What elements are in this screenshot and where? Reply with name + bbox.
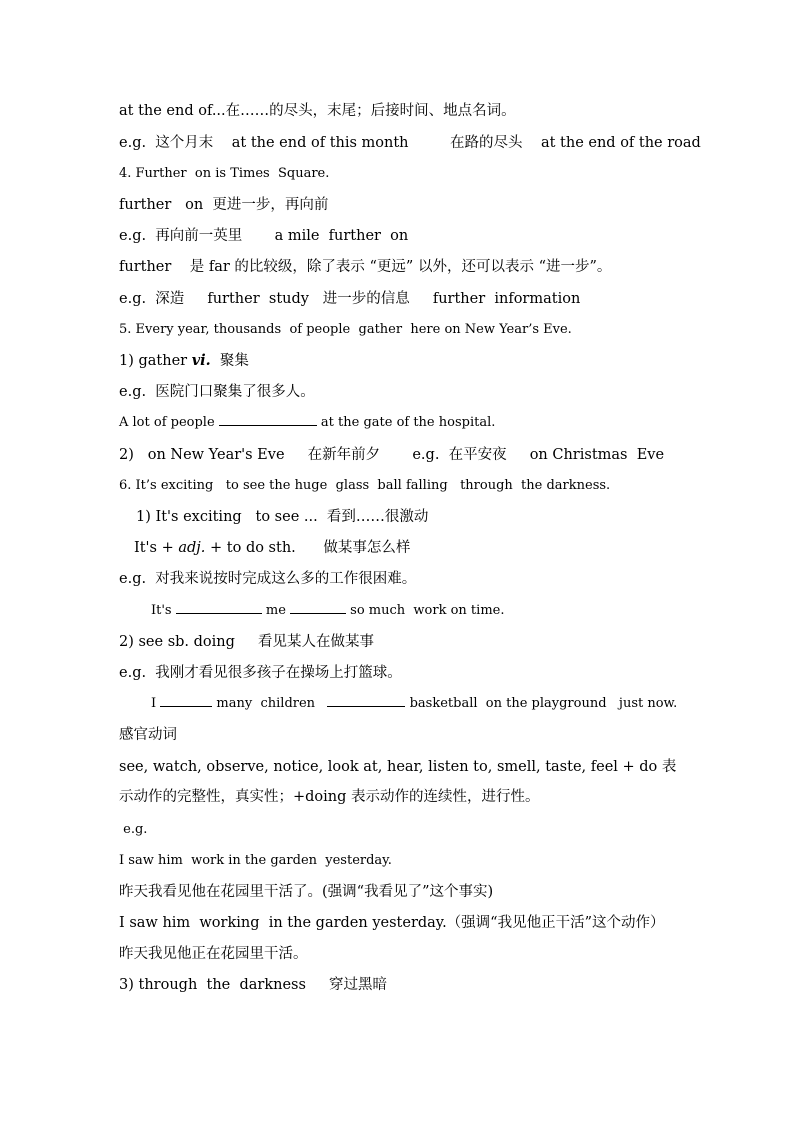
text-span: at the gate of the hospital. bbox=[316, 415, 496, 430]
text-line: 昨天我看见他在花园里干活了。(强调“我看见了”这个事实) bbox=[119, 884, 494, 900]
section-heading: 5. Every year, thousands of people gather here on New Year’s Eve. bbox=[119, 322, 572, 337]
text-span: 聚集 bbox=[210, 353, 249, 369]
text-span: + to do sth. 做某事怎么样 bbox=[205, 540, 411, 556]
exercise-line bbox=[151, 694, 711, 714]
text-paragraph: see, watch, observe, notice, look at, hear, listen to, smell, taste, feel + do 表示动作的完整性，真实性；+doing 表示动作的连续性，进行性。 bbox=[119, 759, 677, 805]
exercise-line bbox=[119, 413, 679, 433]
text-line: further 是 far 的比较级，除了表示 “更远” 以外，还可以表示 “进一步”。 bbox=[119, 259, 612, 275]
text-line: e.g. 我刚才看见很多孩子在操场上打篮球。 bbox=[119, 665, 402, 681]
text-line: 2) on New Year's Eve 在新年前夕 e.g. 在平安夜 on Christmas Eve bbox=[119, 447, 665, 463]
fill-blank[interactable] bbox=[327, 694, 405, 707]
exercise-line bbox=[151, 601, 711, 621]
text-line: at the end of...在……的尽头，末尾；后接时间、地点名词。 bbox=[119, 103, 516, 119]
text-span: A lot of people bbox=[119, 415, 219, 430]
text-line: 1) It's exciting to see ... 看到……很激动 bbox=[136, 509, 429, 525]
fill-blank[interactable] bbox=[160, 694, 212, 707]
text-line: 昨天我见他正在花园里干活。 bbox=[119, 946, 308, 962]
text-line: e.g. 对我来说按时完成这么多的工作很困难。 bbox=[119, 571, 417, 587]
example-sentence: I saw him working in the garden yesterday.（强调“我见他正干活”这个动作） bbox=[119, 915, 665, 931]
text-line: e.g. 再向前一英里 a mile further on bbox=[119, 228, 409, 244]
text-line: 3) through the darkness 穿过黑暗 bbox=[119, 977, 387, 993]
fill-blank[interactable] bbox=[290, 601, 346, 614]
text-span: me bbox=[261, 603, 291, 618]
text-line: e.g. 医院门口聚集了很多人。 bbox=[119, 384, 315, 400]
text-span: I bbox=[151, 696, 161, 711]
text-line: e.g. bbox=[119, 822, 148, 837]
text-line: further on 更进一步，再向前 bbox=[119, 197, 329, 213]
text-span: basketball on the playground just now. bbox=[405, 696, 678, 711]
text-span: 1) gather bbox=[119, 353, 192, 369]
text-line bbox=[119, 351, 679, 371]
subheading: 感官动词 bbox=[119, 727, 177, 743]
part-of-speech: vi. bbox=[191, 352, 211, 369]
section-heading: 6. It’s exciting to see the huge glass ball falling through the darkness. bbox=[119, 478, 611, 493]
text-line: e.g. 这个月末 at the end of this month 在路的尽头 at the end of the road bbox=[119, 135, 701, 151]
text-span: It's + bbox=[134, 540, 179, 556]
section-heading: 4. Further on is Times Square. bbox=[119, 166, 330, 181]
text-span: many children bbox=[212, 696, 328, 711]
text-span: It's bbox=[151, 603, 176, 618]
text-line: e.g. 深造 further study 进一步的信息 further information bbox=[119, 291, 581, 307]
text-line bbox=[134, 538, 694, 558]
part-of-speech: adj. bbox=[178, 540, 206, 556]
fill-blank[interactable] bbox=[219, 413, 317, 426]
fill-blank[interactable] bbox=[176, 601, 262, 614]
text-span: so much work on time. bbox=[346, 603, 505, 618]
text-line: 2) see sb. doing 看见某人在做某事 bbox=[119, 634, 374, 650]
example-sentence: I saw him work in the garden yesterday. bbox=[119, 853, 392, 868]
